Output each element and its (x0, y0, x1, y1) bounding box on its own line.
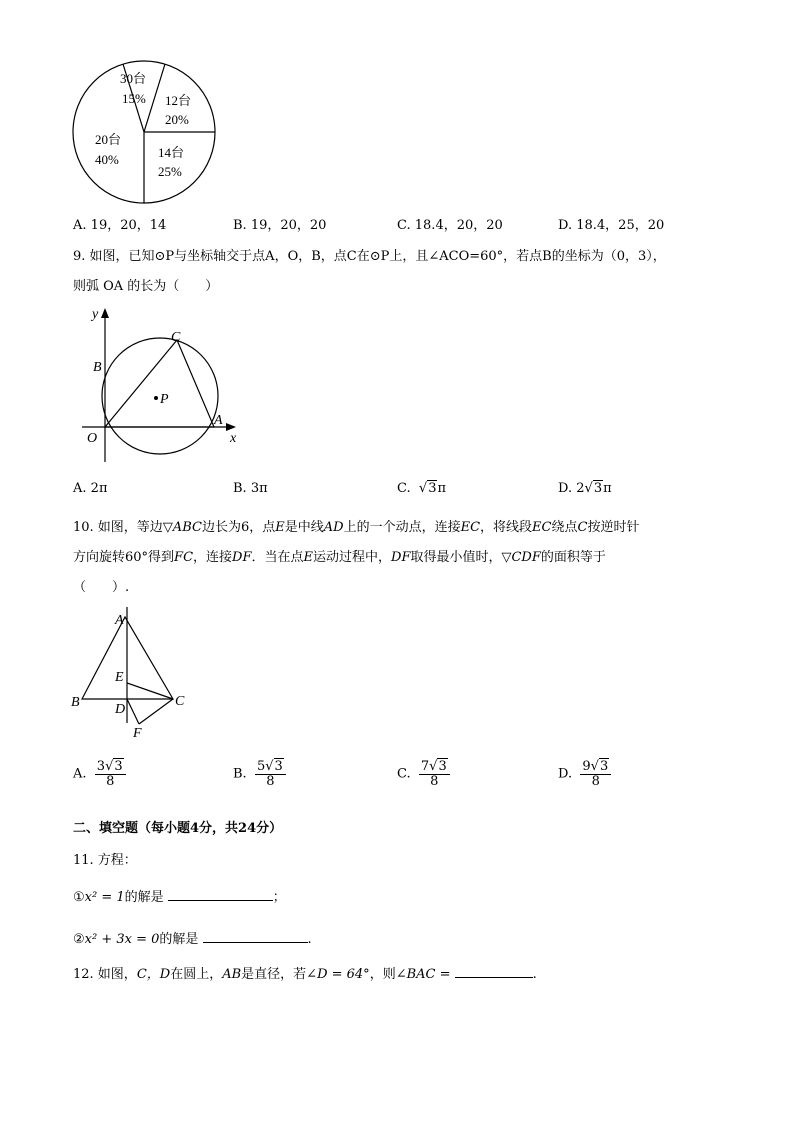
option-letter: B. (233, 481, 247, 496)
option-text: 2π (90, 481, 108, 496)
option-suffix: π (603, 481, 612, 496)
sqrt-expression: √3 (418, 481, 437, 496)
option-coef: 2 (576, 481, 585, 496)
option-text: 3π (250, 481, 268, 496)
option-letter: C. (397, 481, 411, 496)
pie-divider-up (144, 64, 165, 132)
q10-option-a[interactable] (73, 760, 126, 788)
pie-slice-label-pct: 25% (158, 164, 182, 179)
label-y: y (92, 307, 99, 322)
q8-option-d[interactable] (558, 214, 664, 233)
label-b: B (71, 695, 80, 710)
q11-part1: ①x² = 1的解是 ； (73, 890, 286, 905)
q9-option-c[interactable] (397, 481, 446, 496)
q9-option-b[interactable] (233, 481, 268, 496)
y-axis-arrow (101, 308, 109, 318)
option-text: 19，20，14 (90, 218, 167, 233)
option-text: 18.4，20，20 (414, 218, 503, 233)
q10-option-b[interactable] (233, 760, 286, 788)
q11-intro: 11. 方程： (73, 853, 137, 868)
q9-option-a[interactable] (73, 481, 108, 496)
x-axis-arrow (226, 423, 236, 431)
option-text: 18.4，25，20 (576, 218, 665, 233)
label-p: P (160, 392, 169, 407)
pie-slice-label-pct: 20% (165, 112, 189, 127)
q10-stem-line2: 方向旋转60°得到FC，连接DF．当在点E运动过程中，DF取得最小值时，▽CDF的面积等于 (73, 550, 606, 565)
label-d: D (115, 702, 126, 717)
q10-option-c[interactable] (397, 760, 450, 788)
label-e: E (115, 670, 124, 685)
q11-part2: ②x² + 3x = 0的解是 . (73, 932, 312, 947)
option-letter: A. (73, 218, 87, 233)
answer-blank[interactable] (455, 965, 533, 978)
pie-slice-label-count: 20台 (95, 132, 122, 147)
answer-blank[interactable] (203, 930, 308, 943)
option-text: 19，20，20 (250, 218, 327, 233)
q10-stem-line3: （ ）. (73, 580, 130, 595)
segment-cf (139, 699, 173, 724)
label-a: A (115, 613, 124, 628)
option-letter: D. (558, 481, 573, 496)
segment-df (127, 699, 139, 724)
pie-chart (70, 58, 220, 208)
q10-option-d[interactable] (558, 760, 611, 788)
label-o: O (87, 431, 98, 446)
q9-circle-figure (70, 300, 250, 470)
label-a: A (214, 413, 223, 428)
answer-blank[interactable] (168, 888, 273, 901)
q10-triangle-figure (65, 605, 205, 740)
pie-slice-label-count: 14台 (158, 145, 185, 160)
pie-slice-label-pct: 15% (122, 91, 146, 106)
q9-stem-line2: 则弧 OA 的长为（ ） (73, 279, 219, 294)
segment-ec (127, 683, 173, 699)
option-letter: A. (73, 766, 87, 782)
fraction: $\frac{5√3}{8}$ (255, 760, 286, 788)
q8-option-b[interactable] (233, 214, 326, 233)
q8-option-c[interactable] (397, 214, 503, 233)
center-point-p (154, 396, 158, 400)
label-x: x (230, 431, 237, 446)
q8-option-a[interactable] (73, 214, 166, 233)
sqrt-expression: √3 (584, 481, 603, 496)
q9-option-d[interactable] (558, 481, 612, 496)
q10-stem-line1: 10. 如图，等边▽ABC边长为6，点E是中线AD上的一个动点，连接EC，将线段EC绕点C按逆时针 (73, 520, 640, 535)
option-letter: A. (73, 481, 87, 496)
option-letter: C. (397, 766, 411, 782)
pie-slice-label-pct: 40% (95, 152, 119, 167)
label-c: C (171, 330, 181, 345)
option-letter: B. (233, 766, 247, 782)
pie-slice-label-count: 12台 (165, 93, 192, 108)
option-letter: C. (397, 218, 411, 233)
fraction: $\frac{7√3}{8}$ (419, 760, 450, 788)
pie-slice-label-count: 30台 (120, 71, 147, 86)
section-heading: 二、填空题（每小题4分，共24分） (73, 821, 283, 836)
option-letter: B. (233, 218, 247, 233)
option-suffix: π (437, 481, 447, 496)
label-b: B (93, 360, 102, 375)
q12-stem: 12. 如图，C，D在圆上，AB是直径，若∠D = 64°，则∠BAC = . (73, 967, 537, 982)
option-letter: D. (558, 218, 573, 233)
label-c: C (175, 694, 185, 709)
q9-stem-line1: 9. 如图，已知⊙P与坐标轴交于点A，O，B，点C在⊙P上，且∠ACO=60°，若点B的坐标为（0，3）， (73, 249, 666, 264)
label-f: F (133, 726, 142, 740)
fraction: $\frac{3√3}{8}$ (95, 760, 126, 788)
option-letter: D. (558, 766, 573, 782)
fraction: $\frac{9√3}{8}$ (580, 760, 611, 788)
